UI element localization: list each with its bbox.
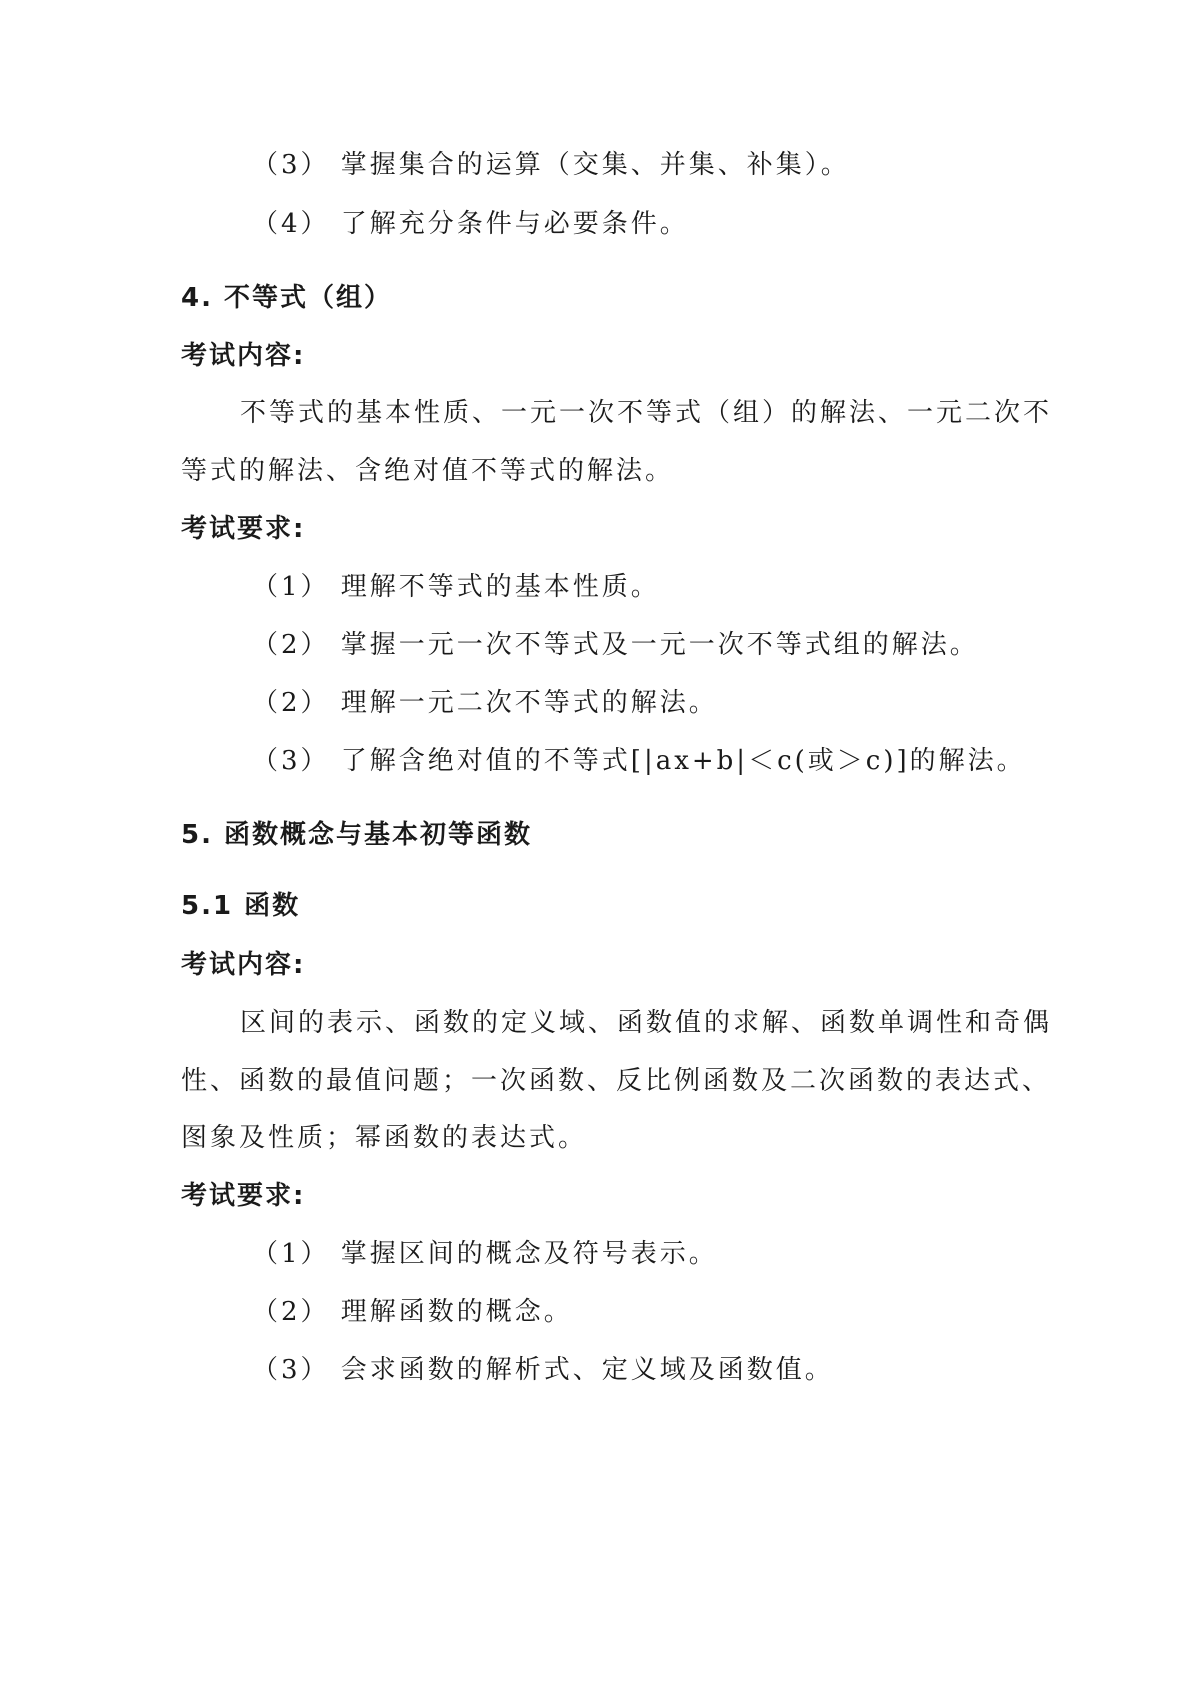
requirements-label: 考试要求: bbox=[181, 1181, 306, 1211]
paragraph-line: 图象及性质；幂函数的表达式。 bbox=[181, 1123, 588, 1153]
list-item: （1） 理解不等式的基本性质。 bbox=[252, 572, 660, 602]
list-item: （2） 掌握一元一次不等式及一元一次不等式组的解法。 bbox=[252, 630, 979, 660]
paragraph-line: 不等式的基本性质、一元一次不等式（组）的解法、一元二次不 bbox=[240, 398, 1053, 428]
paragraph-line: 等式的解法、含绝对值不等式的解法。 bbox=[181, 456, 675, 486]
list-item: （1） 掌握区间的概念及符号表示。 bbox=[252, 1239, 718, 1269]
list-item: （3） 掌握集合的运算（交集、并集、补集）。 bbox=[252, 150, 850, 180]
list-item: （3） 了解含绝对值的不等式[|ax+b|＜c(或＞c)]的解法。 bbox=[252, 746, 1026, 776]
content-label: 考试内容: bbox=[181, 950, 306, 980]
section-heading: 5. 函数概念与基本初等函数 bbox=[181, 820, 533, 850]
list-item: （4） 了解充分条件与必要条件。 bbox=[252, 209, 689, 239]
subsection-heading: 5.1 函数 bbox=[181, 891, 301, 921]
list-item: （2） 理解函数的概念。 bbox=[252, 1297, 573, 1327]
requirements-label: 考试要求: bbox=[181, 514, 306, 544]
list-item: （2） 理解一元二次不等式的解法。 bbox=[252, 688, 718, 718]
content-label: 考试内容: bbox=[181, 341, 306, 371]
section-heading: 4. 不等式（组） bbox=[181, 283, 393, 313]
paragraph-line: 区间的表示、函数的定义域、函数值的求解、函数单调性和奇偶 bbox=[240, 1008, 1053, 1038]
list-item: （3） 会求函数的解析式、定义域及函数值。 bbox=[252, 1355, 834, 1385]
paragraph-line: 性、函数的最值问题；一次函数、反比例函数及二次函数的表达式、 bbox=[181, 1066, 1052, 1096]
